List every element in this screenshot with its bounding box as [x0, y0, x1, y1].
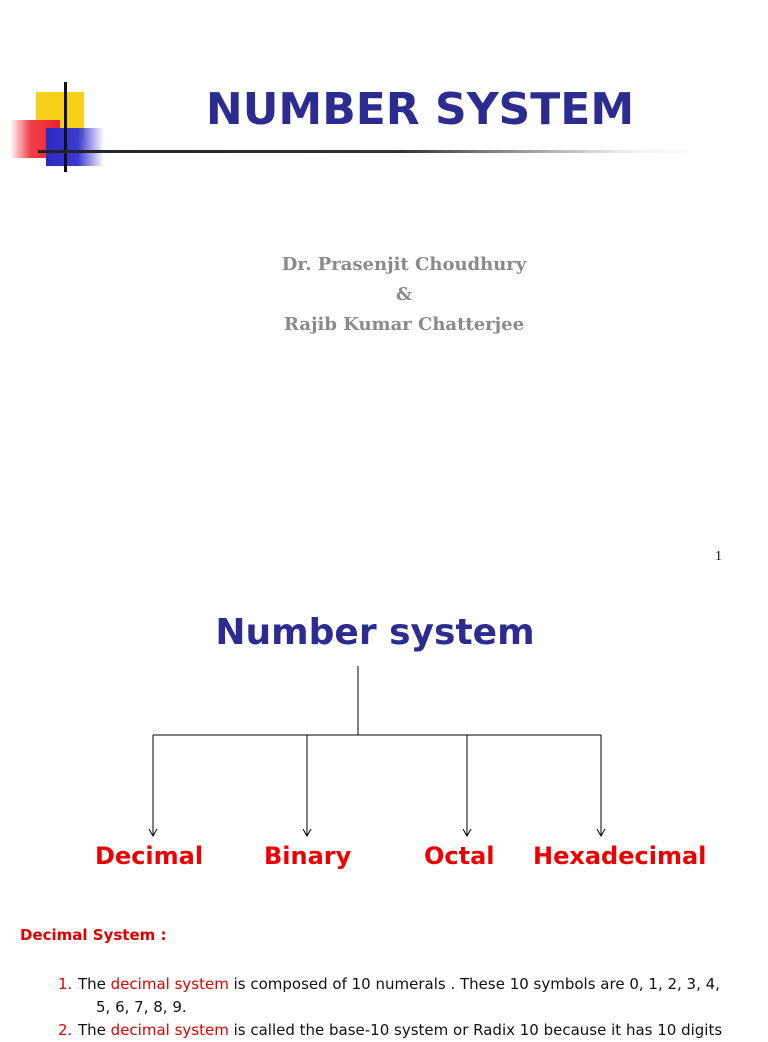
node-decimal: Decimal [95, 842, 204, 870]
node-octal: Octal [424, 842, 495, 870]
logo-blue-square [46, 128, 104, 166]
slide-title: NUMBER SYSTEM [205, 84, 635, 135]
point-highlight: decimal system [110, 1021, 229, 1039]
decorative-logo [0, 80, 120, 180]
hierarchy-diagram [0, 664, 768, 844]
author-1: Dr. Prasenjit Choudhury [281, 254, 527, 275]
list-item [58, 1019, 748, 1042]
author-2: Rajib Kumar Chatterjee [283, 314, 525, 335]
list-number: 2. [58, 1021, 73, 1039]
node-binary: Binary [264, 842, 352, 870]
point-text-pre: The [78, 1021, 111, 1039]
point-text-post: is called the base-10 system or Radix 10 because it has 10 digits [228, 1021, 723, 1039]
page-number: 1 [715, 549, 722, 564]
point-text-post: is composed of 10 numerals . These 10 symbols are 0, 1, 2, 3, 4, [228, 975, 720, 993]
author-separator: & [395, 284, 413, 305]
content-slide [0, 580, 768, 1039]
section-heading: Decimal System : [20, 926, 167, 944]
logo-vertical-line [64, 82, 67, 172]
author-block [204, 250, 604, 340]
title-underline [38, 150, 698, 153]
point-continuation: 5, 6, 7, 8, 9. [96, 998, 187, 1016]
list-item [58, 973, 748, 1019]
node-hexadecimal: Hexadecimal [533, 842, 707, 870]
point-highlight: decimal system [110, 975, 229, 993]
slide-title: Number system [215, 612, 535, 653]
list-number: 1. [58, 975, 73, 993]
point-text-pre: The [78, 975, 111, 993]
